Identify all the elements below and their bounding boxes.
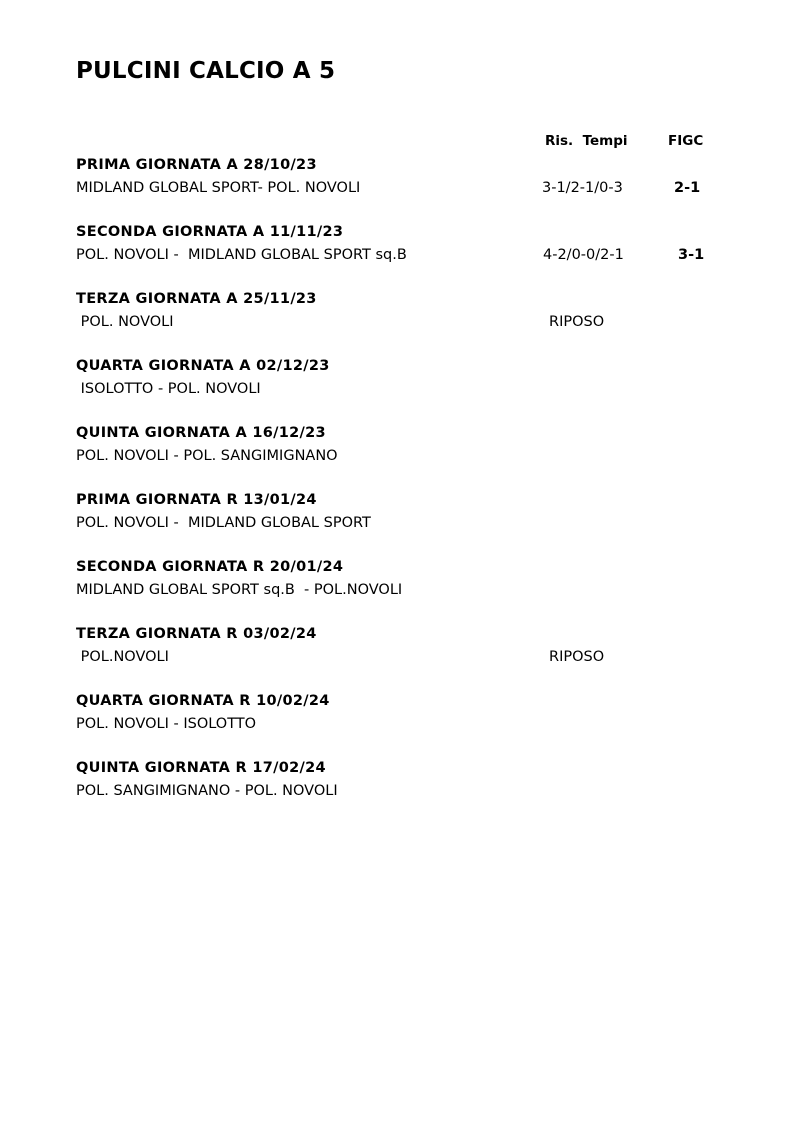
match-fixture: POL. NOVOLI - POL. SANGIMIGNANO	[76, 448, 338, 464]
match-fixture: POL. NOVOLI - ISOLOTTO	[76, 716, 257, 732]
match-fixture: POL. SANGIMIGNANO - POL. NOVOLI	[76, 783, 338, 799]
match-result: 3-1/2-1/0-3	[542, 180, 623, 196]
figc-result: 2-1	[674, 180, 701, 196]
column-headers	[0, 133, 795, 153]
round-8	[0, 626, 795, 676]
round-heading: PRIMA GIORNATA R 13/01/24	[76, 492, 317, 508]
round-9	[0, 693, 795, 743]
page-title: PULCINI CALCIO A 5	[76, 58, 336, 84]
match-fixture: POL. NOVOLI - MIDLAND GLOBAL SPORT sq.B	[76, 247, 407, 263]
match-fixture: POL. NOVOLI - MIDLAND GLOBAL SPORT	[76, 515, 371, 531]
round-heading: SECONDA GIORNATA A 11/11/23	[76, 224, 344, 240]
round-4	[0, 358, 795, 408]
header-figc: FIGC	[668, 133, 704, 149]
match-fixture: MIDLAND GLOBAL SPORT- POL. NOVOLI	[76, 180, 361, 196]
round-heading: TERZA GIORNATA A 25/11/23	[76, 291, 317, 307]
match-fixture: MIDLAND GLOBAL SPORT sq.B - POL.NOVOLI	[76, 582, 403, 598]
round-heading: QUINTA GIORNATA R 17/02/24	[76, 760, 326, 776]
match-result: RIPOSO	[549, 649, 605, 665]
match-fixture: ISOLOTTO - POL. NOVOLI	[76, 381, 261, 397]
round-heading: QUARTA GIORNATA A 02/12/23	[76, 358, 330, 374]
match-result: RIPOSO	[549, 314, 605, 330]
figc-result: 3-1	[678, 247, 705, 263]
round-heading: QUARTA GIORNATA R 10/02/24	[76, 693, 330, 709]
round-heading: TERZA GIORNATA R 03/02/24	[76, 626, 317, 642]
round-7	[0, 559, 795, 609]
match-fixture: POL. NOVOLI	[76, 314, 174, 330]
round-10	[0, 760, 795, 810]
match-result: 4-2/0-0/2-1	[543, 247, 624, 263]
match-fixture: POL.NOVOLI	[76, 649, 169, 665]
round-1	[0, 157, 795, 207]
round-heading: PRIMA GIORNATA A 28/10/23	[76, 157, 317, 173]
round-5	[0, 425, 795, 475]
round-heading: SECONDA GIORNATA R 20/01/24	[76, 559, 344, 575]
round-2	[0, 224, 795, 274]
header-ris-tempi: Ris. Tempi	[545, 133, 628, 149]
round-3	[0, 291, 795, 341]
round-6	[0, 492, 795, 542]
round-heading: QUINTA GIORNATA A 16/12/23	[76, 425, 326, 441]
